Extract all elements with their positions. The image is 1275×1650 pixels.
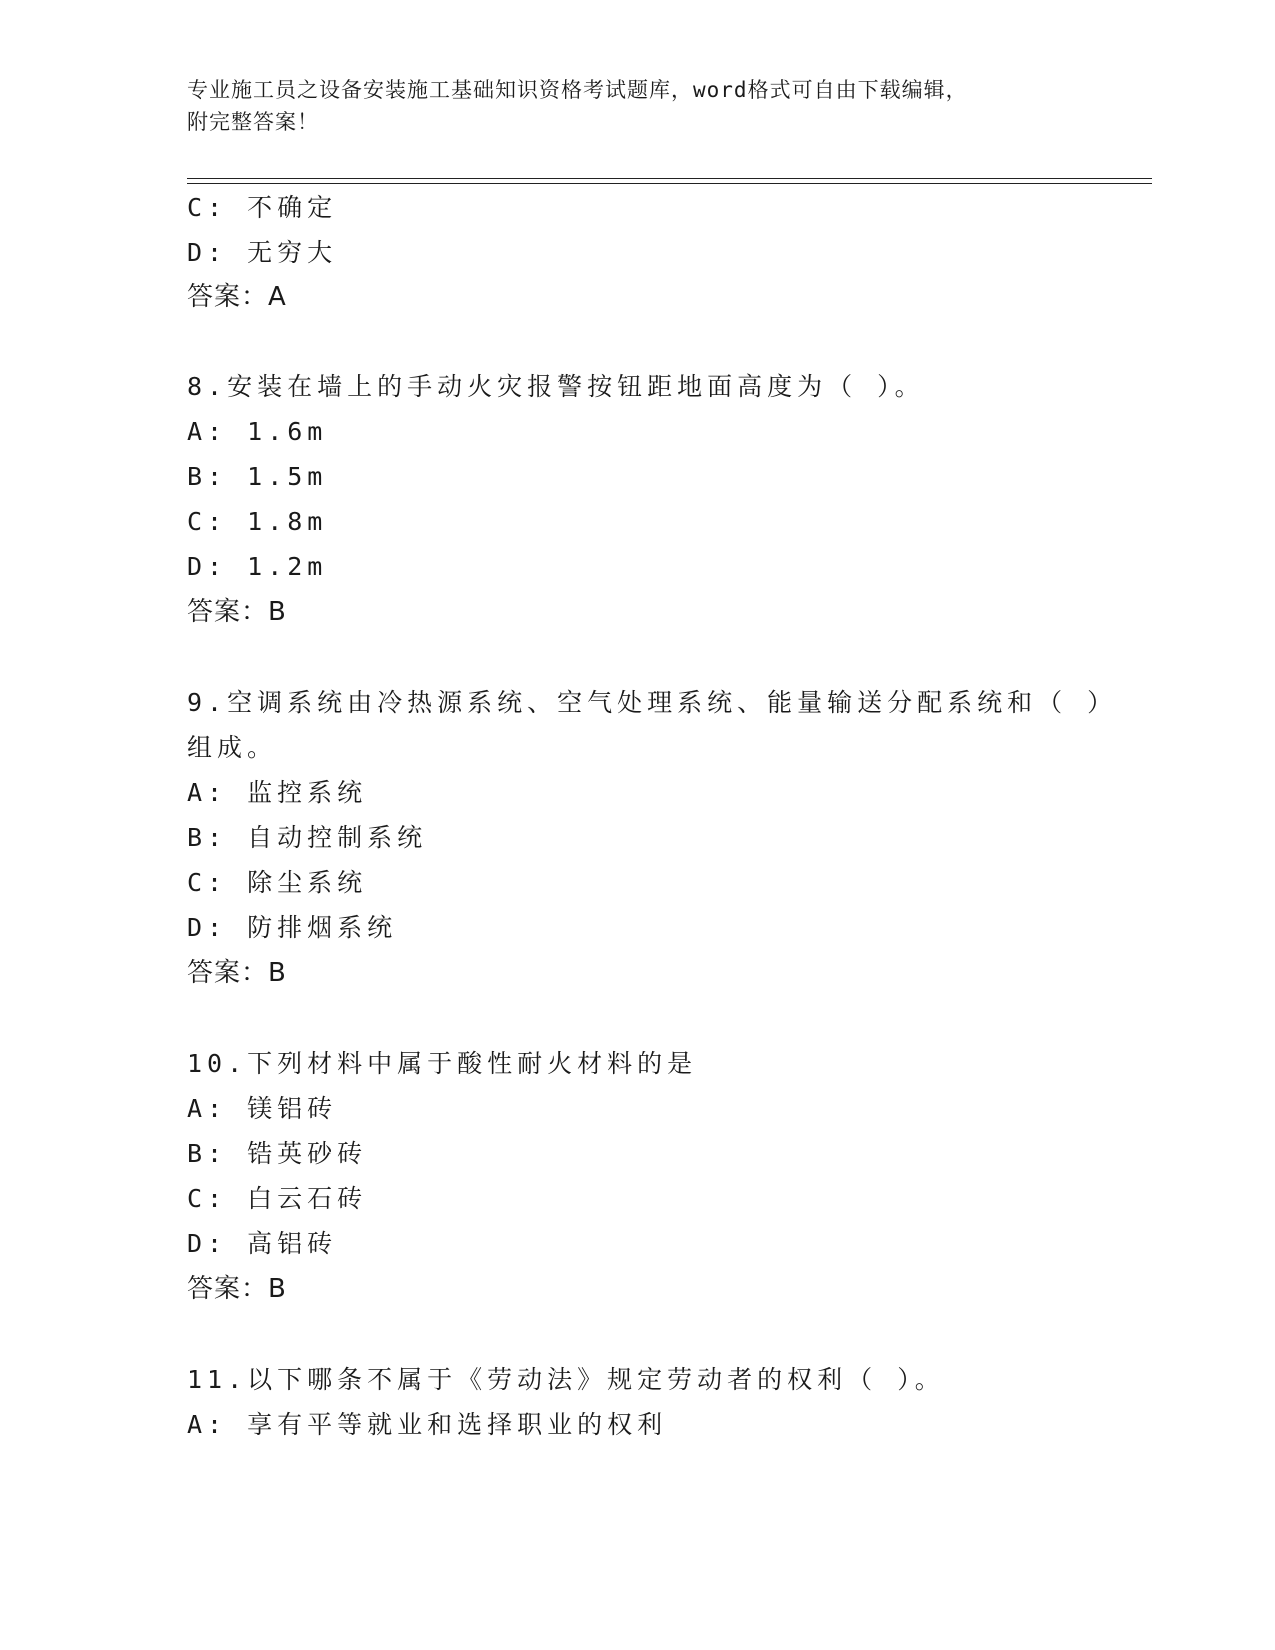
answer: 答案：A <box>187 282 287 312</box>
option-a: A: 享有平等就业和选择职业的权利 <box>187 1410 668 1439</box>
option-a: A: 镁铝砖 <box>187 1094 338 1123</box>
answer: 答案：B <box>187 958 287 988</box>
question-stem: 9.空调系统由冷热源系统、空气处理系统、能量输送分配系统和（ ） <box>187 688 1118 717</box>
header-title-line-2: 附完整答案！ <box>187 110 319 134</box>
option-b: B: 自动控制系统 <box>187 823 428 852</box>
document-header <box>187 74 1087 138</box>
option-d: D: 高铝砖 <box>187 1229 338 1258</box>
answer: 答案：B <box>187 1274 287 1304</box>
option-a: A: 1.6m <box>187 417 328 446</box>
question-stem: 10.下列材料中属于酸性耐火材料的是 <box>187 1049 698 1078</box>
option-c: C: 不确定 <box>187 193 338 222</box>
answer: 答案：B <box>187 597 287 627</box>
option-c: C: 1.8m <box>187 507 328 536</box>
option-c: C: 除尘系统 <box>187 868 368 897</box>
option-d: D: 1.2m <box>187 552 328 581</box>
header-divider-top <box>187 178 1152 179</box>
question-stem-continued: 组成。 <box>187 733 278 762</box>
option-a: A: 监控系统 <box>187 778 368 807</box>
header-divider-bottom <box>187 183 1152 184</box>
option-c: C: 白云石砖 <box>187 1184 368 1213</box>
option-d: D: 防排烟系统 <box>187 913 398 942</box>
question-stem: 8.安装在墙上的手动火灾报警按钮距地面高度为（ ）。 <box>187 372 925 401</box>
option-b: B: 锆英砂砖 <box>187 1139 368 1168</box>
header-title-line-1: 专业施工员之设备安装施工基础知识资格考试题库，word格式可自由下载编辑， <box>187 78 968 102</box>
question-stem: 11.以下哪条不属于《劳动法》规定劳动者的权利（ ）。 <box>187 1365 945 1394</box>
option-b: B: 1.5m <box>187 462 328 491</box>
option-d: D: 无穷大 <box>187 238 338 267</box>
